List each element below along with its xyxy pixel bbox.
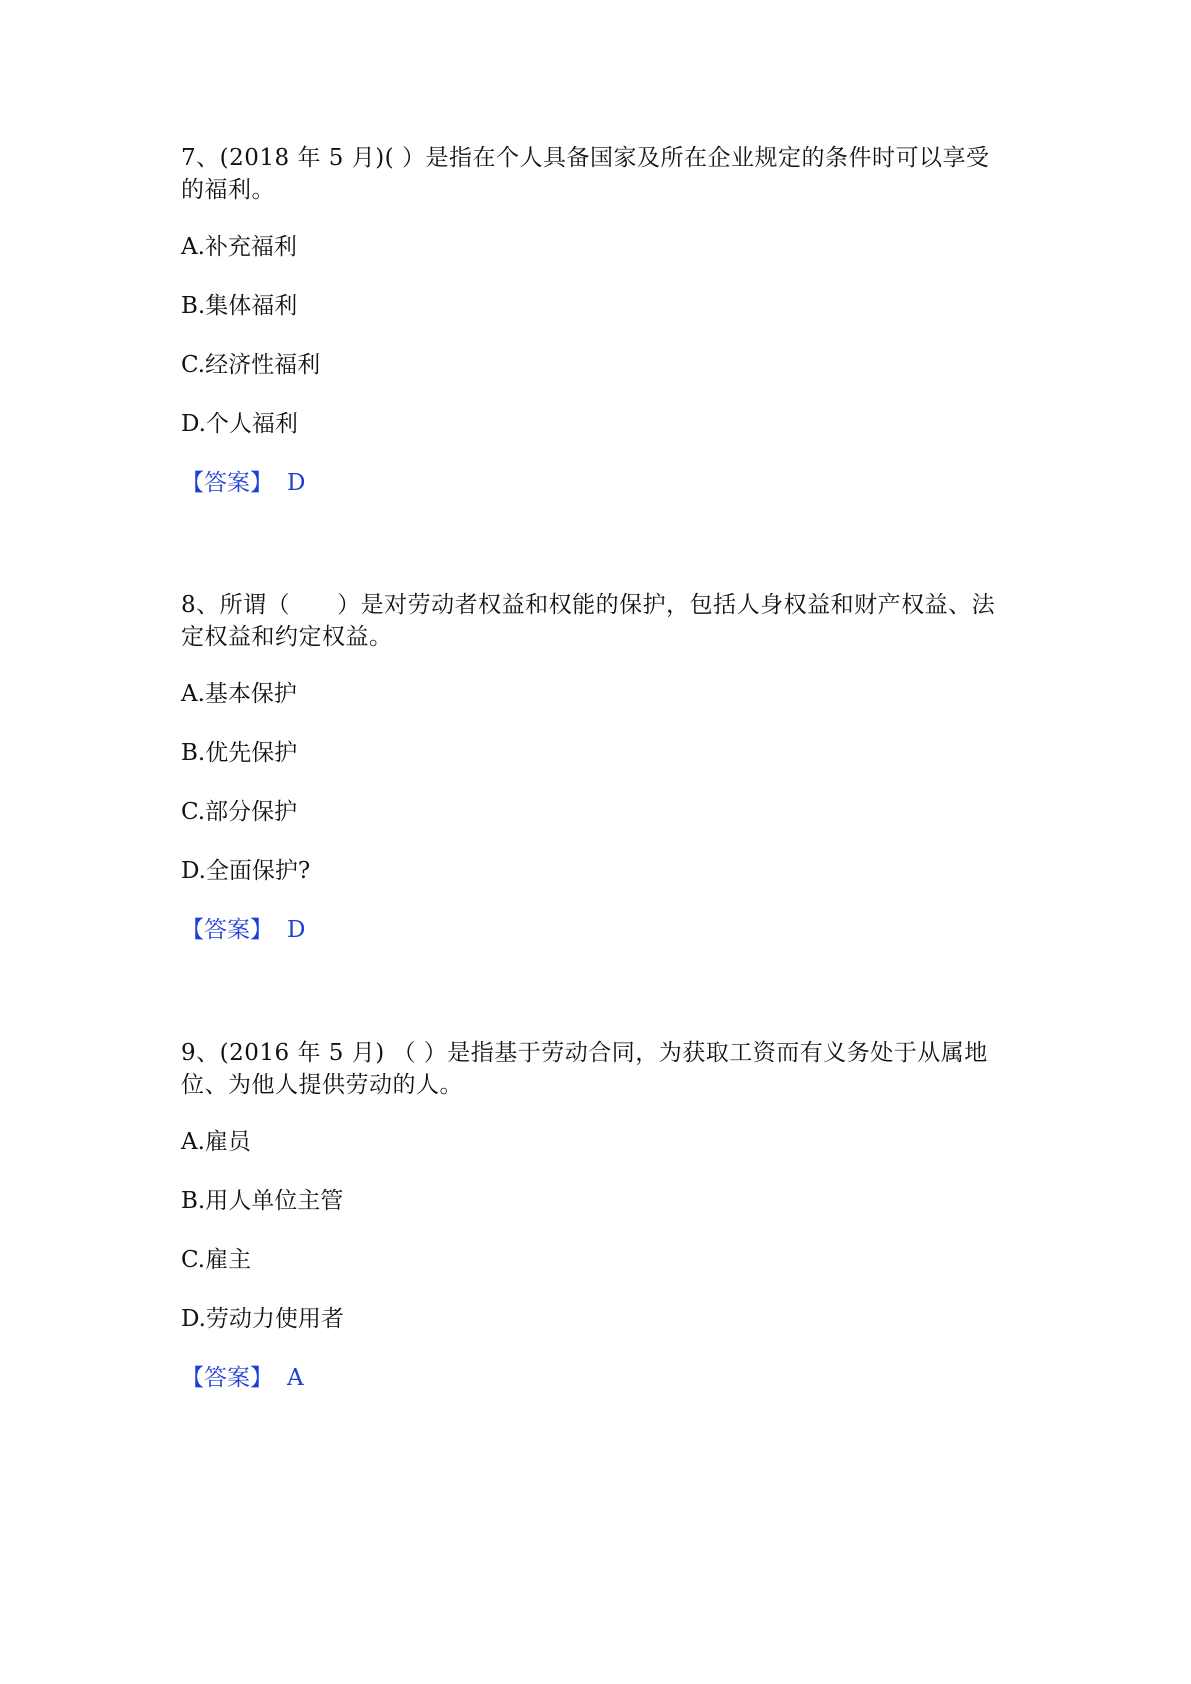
answer-line xyxy=(181,914,1021,946)
question-stem xyxy=(181,589,1021,653)
option-c: C.经济性福利 xyxy=(181,352,321,378)
option-d: D.劳动力使用者 xyxy=(181,1306,344,1332)
option-d: D.个人福利 xyxy=(181,411,298,437)
question-stem-line-2: 的福利。 xyxy=(181,177,275,203)
question-9 xyxy=(181,1037,1021,1394)
answer-label: 【答案】 xyxy=(181,470,273,496)
option-d: D.全面保护? xyxy=(181,858,311,884)
option-c: C.部分保护 xyxy=(181,799,298,825)
question-stem xyxy=(181,142,1021,206)
question-7 xyxy=(181,142,1021,499)
option-a: A.基本保护 xyxy=(181,681,297,707)
option-a: A.补充福利 xyxy=(181,234,297,260)
answer-value: D xyxy=(287,917,306,943)
question-8 xyxy=(181,589,1021,946)
option-list xyxy=(181,678,1021,887)
option-b: B.集体福利 xyxy=(181,293,298,319)
question-stem-line-1: 8、所谓（ ）是对劳动者权益和权能的保护，包括人身权益和财产权益、法 xyxy=(181,592,996,618)
question-stem-line-1: 7、(2018 年 5 月)( ）是指在个人具备国家及所在企业规定的条件时可以享受 xyxy=(181,145,990,171)
question-stem-line-2: 定权益和约定权益。 xyxy=(181,624,393,650)
question-stem-line-2: 位、为他人提供劳动的人。 xyxy=(181,1072,463,1098)
answer-value: D xyxy=(287,470,306,496)
option-b: B.优先保护 xyxy=(181,740,298,766)
option-list xyxy=(181,231,1021,440)
question-stem xyxy=(181,1037,1021,1101)
option-a: A.雇员 xyxy=(181,1129,251,1155)
answer-value: A xyxy=(287,1365,304,1391)
answer-line xyxy=(181,1362,1021,1394)
answer-label: 【答案】 xyxy=(181,1365,273,1391)
option-c: C.雇主 xyxy=(181,1247,252,1273)
answer-line xyxy=(181,467,1021,499)
answer-label: 【答案】 xyxy=(181,917,273,943)
question-stem-line-1: 9、(2016 年 5 月) （ ）是指基于劳动合同，为获取工资而有义务处于从属地 xyxy=(181,1040,988,1066)
option-list xyxy=(181,1126,1021,1335)
option-b: B.用人单位主管 xyxy=(181,1188,344,1214)
